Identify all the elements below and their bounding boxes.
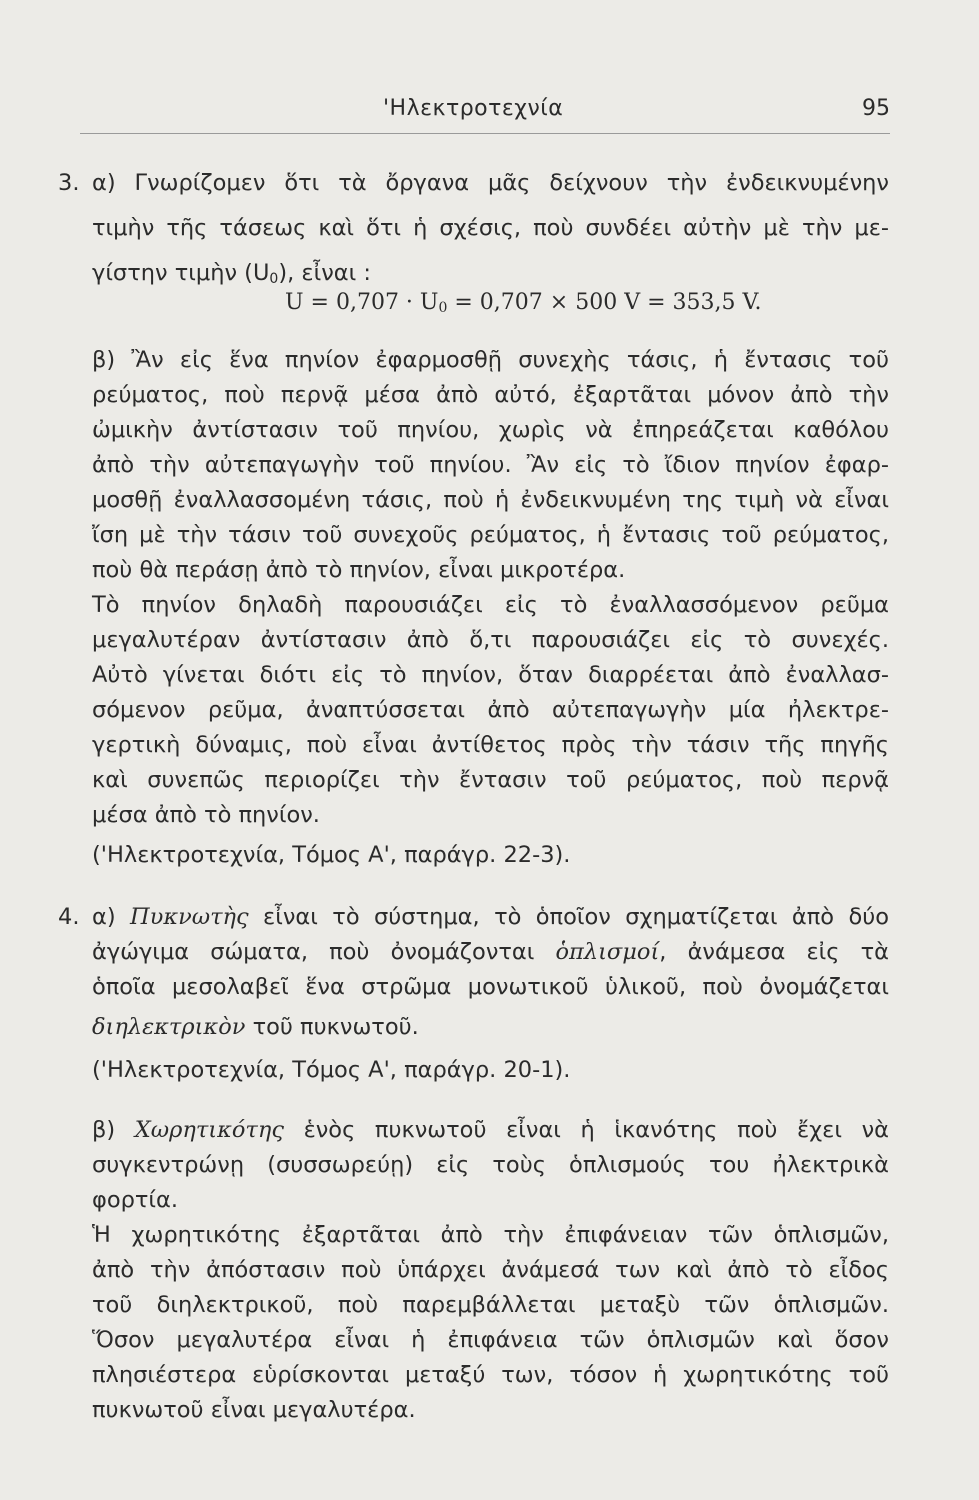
paragraph-line: Ὅσον μεγαλυτέρα εἶναι ἡ ἐπιφάνεια τῶν ὁπλισμῶν καὶ ὅσον — [92, 1327, 889, 1353]
paragraph-line: ἀγώγιμα σώματα, ποὺ ὀνομάζονται ὁπλισμοί, ἀνάμεσα εἰς τὰ — [92, 939, 889, 965]
defined-term: Πυκνωτὴς — [130, 904, 249, 930]
item-number: 3. — [58, 170, 80, 196]
paragraph-line: β) Ἂν εἰς ἕνα πηνίον ἐφαρμοσθῇ συνεχὴς τάσις, ἡ ἔντασις τοῦ — [92, 347, 889, 373]
page-number: 95 — [862, 96, 890, 121]
paragraph-line: ἴση μὲ τὴν τάσιν τοῦ συνεχοῦς ρεύματος, ἡ ἔντασις τοῦ ρεύματος, — [92, 522, 889, 548]
paragraph-line: β) Χωρητικότης ἑνὸς πυκνωτοῦ εἶναι ἡ ἱκανότης ποὺ ἔχει νὰ — [92, 1117, 889, 1143]
equation: $U = 0,707 \cdot U_0 = 0,707 \times 500$ V = 353,5 V. — [285, 290, 762, 316]
paragraph-line: φορτία. — [92, 1187, 179, 1213]
paragraph-line: πλησιέστερα εὑρίσκονται μεταξύ των, τόσον ἡ χωρητικότης τοῦ — [92, 1362, 889, 1388]
reference-citation: ('Ηλεκτροτεχνία, Τόμος Α', παράγρ. 20-1). — [92, 1057, 571, 1083]
paragraph-line: σόμενον ρεῦμα, ἀναπτύσσεται ἀπὸ αὐτεπαγωγὴν μία ἠλεκτρε- — [92, 697, 889, 723]
paragraph-line: ὠμικὴν ἀντίστασιν τοῦ πηνίου, χωρὶς νὰ ἐπηρεάζεται καθόλου — [92, 417, 889, 443]
paragraph-line: Αὐτὸ γίνεται διότι εἰς τὸ πηνίον, ὅταν διαρρέεται ἀπὸ ἐναλλασ- — [92, 662, 889, 688]
paragraph-line: τοῦ διηλεκτρικοῦ, ποὺ παρεμβάλλεται μεταξὺ τῶν ὁπλισμῶν. — [92, 1292, 889, 1318]
paragraph-line: γίστην τιμὴν $(U_0)$, εἶναι : — [92, 260, 371, 287]
paragraph-line: μεγαλυτέραν ἀντίστασιν ἀπὸ ὅ,τι παρουσιάζει εἰς τὸ συνεχές. — [92, 627, 889, 653]
paragraph-line: 4. α) Πυκνωτὴς εἶναι τὸ σύστημα, τὸ ὁποῖον σχηματίζεται ἀπὸ δύο — [58, 904, 889, 930]
paragraph-line: τιμὴν τῆς τάσεως καὶ ὅτι ἡ σχέσις, ποὺ συνδέει αὐτὴν μὲ τὴν με- — [92, 215, 889, 241]
paragraph-line: ἀπὸ τὴν αὐτεπαγωγὴν τοῦ πηνίου. Ἂν εἰς τὸ ἴδιον πηνίον ἐφαρ- — [92, 452, 889, 478]
paragraph-line: 3. α) Γνωρίζομεν ὅτι τὰ ὄργανα μᾶς δείχνουν τὴν ἐνδεικνυμένην — [58, 170, 889, 196]
paragraph-line: μοσθῇ ἐναλλασσομένη τάσις, ποὺ ἡ ἐνδεικνυμένη της τιμὴ νὰ εἶναι — [92, 487, 889, 513]
paragraph-line: ρεύματος, ποὺ περνᾷ μέσα ἀπὸ αὐτό, ἐξαρτᾶται μόνον ἀπὸ τὴν — [92, 382, 889, 408]
paragraph-line: ἀπὸ τὴν ἀπόστασιν ποὺ ὑπάρχει ἀνάμεσά των καὶ ἀπὸ τὸ εἶδος — [92, 1257, 889, 1283]
header-rule — [80, 133, 890, 134]
paragraph-line: γερτικὴ δύναμις, ποὺ εἶναι ἀντίθετος πρὸς τὴν τάσιν τῆς πηγῆς — [92, 732, 889, 758]
reference-citation: ('Ηλεκτροτεχνία, Τόμος Α', παράγρ. 22-3). — [92, 842, 571, 868]
running-header-title: 'Ηλεκτροτεχνία — [383, 96, 564, 121]
paragraph-line: καὶ συνεπῶς περιορίζει τὴν ἔντασιν τοῦ ρεύματος, ποὺ περνᾷ — [92, 767, 889, 793]
paragraph-line: Τὸ πηνίον δηλαδὴ παρουσιάζει εἰς τὸ ἐναλλασσόμενον ρεῦμα — [92, 592, 889, 618]
item-number: 4. — [58, 904, 80, 930]
defined-term: ὁπλισμοί — [555, 939, 660, 965]
defined-term: διηλεκτρικὸν — [92, 1014, 246, 1040]
paragraph-line: διηλεκτρικὸν τοῦ πυκνωτοῦ. — [92, 1014, 419, 1040]
paragraph-line: ὁποῖα μεσολαβεῖ ἕνα στρῶμα μονωτικοῦ ὑλικοῦ, ποὺ ὀνομάζεται — [92, 974, 889, 1000]
defined-term: Χωρητικότης — [134, 1117, 284, 1143]
paragraph-line: Ἡ χωρητικότης ἐξαρτᾶται ἀπὸ τὴν ἐπιφάνειαν τῶν ὁπλισμῶν, — [92, 1222, 889, 1248]
paragraph-line: ποὺ θὰ περάσῃ ἀπὸ τὸ πηνίον, εἶναι μικροτέρα. — [92, 557, 626, 583]
paragraph-line: συγκεντρώνῃ (συσσωρεύῃ) εἰς τοὺς ὁπλισμούς του ἠλεκτρικὰ — [92, 1152, 889, 1178]
paragraph-line: μέσα ἀπὸ τὸ πηνίον. — [92, 802, 320, 828]
paragraph-line: πυκνωτοῦ εἶναι μεγαλυτέρα. — [92, 1397, 416, 1423]
